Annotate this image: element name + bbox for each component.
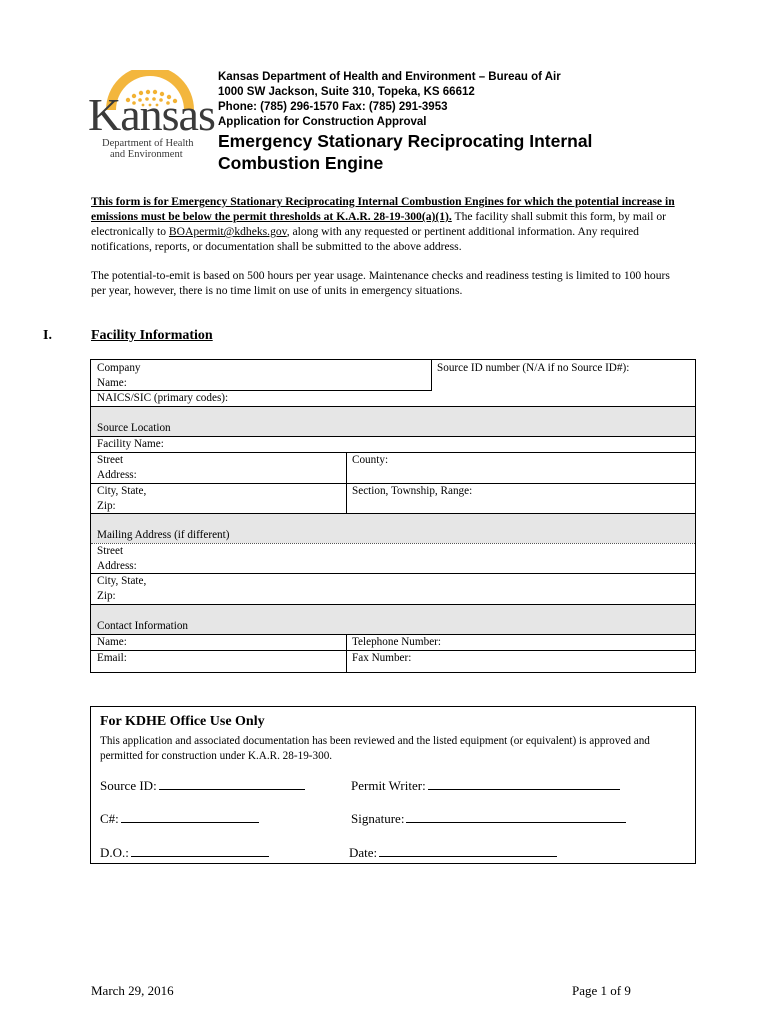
do-field[interactable] <box>100 844 269 861</box>
mailing-city-state-zip-field[interactable]: City, State, Zip: <box>97 575 147 602</box>
footer-page-number: Page 1 of 9 <box>572 983 631 998</box>
contact-info-heading: Contact Information <box>97 620 189 632</box>
office-use-box <box>90 706 696 864</box>
street-address-field[interactable]: Street Address: <box>97 454 137 481</box>
office-source-id-label: Source ID: <box>100 778 157 793</box>
telephone-field[interactable]: Telephone Number: <box>352 636 441 648</box>
intro-paragraph-2: The potential-to-emit is based on 500 hours per year usage. Maintenance checks and readiness testing is limited to 100 hours per year, however, there is no time limit on use of units in emergency situations. <box>91 269 670 297</box>
form-title-line1: Emergency Stationary Reciprocating Internal <box>218 131 593 151</box>
signature-label: Signature: <box>351 811 405 826</box>
logo-wordmark: Kansas <box>88 89 215 140</box>
company-name-field[interactable]: Company Name: <box>97 362 141 389</box>
source-location-band <box>91 406 695 436</box>
email-field[interactable]: Email: <box>97 652 127 664</box>
logo-subtitle-line2: and Environment <box>110 149 183 160</box>
office-use-text: This application and associated documentation has been reviewed and the listed equipment (or equivalent) is approved and permitted for construction under K.A.R. 28-19-300. <box>100 735 650 762</box>
logo-subtitle-line1: Department of Health <box>102 138 194 149</box>
agency-name: Kansas Department of Health and Environment – Bureau of Air <box>218 71 561 83</box>
source-location-heading: Source Location <box>97 422 171 434</box>
section-title: Facility Information <box>91 328 213 343</box>
agency-phone: Phone: (785) 296-1570 Fax: (785) 291-3953 <box>218 101 448 113</box>
signature-field[interactable] <box>351 810 626 827</box>
intro-end-text: , along with any requested or pertinent additional information. Any required notifications, reports, or documentation shall be submitted to the above address. <box>91 225 639 253</box>
facility-name-field[interactable]: Facility Name: <box>97 438 164 450</box>
office-source-id-field[interactable] <box>100 777 305 794</box>
fax-field[interactable]: Fax Number: <box>352 652 412 664</box>
office-use-title: For KDHE Office Use Only <box>100 714 265 729</box>
source-id-field[interactable]: Source ID number (N/A if no Source ID#): <box>437 362 630 374</box>
form-title-line2: Combustion Engine <box>218 153 384 173</box>
c-number-field[interactable] <box>100 810 259 827</box>
c-number-label: C#: <box>100 811 119 826</box>
county-field[interactable]: County: <box>352 454 389 466</box>
kdhe-logo <box>88 70 215 162</box>
permit-writer-label: Permit Writer: <box>351 778 426 793</box>
mailing-street-address-field[interactable]: Street Address: <box>97 545 137 572</box>
submission-email-link[interactable]: BOApermit@kdheks.gov <box>168 225 287 238</box>
section-number: I. <box>43 328 52 343</box>
section-township-range-field[interactable]: Section, Township, Range: <box>352 485 473 497</box>
mailing-address-heading: Mailing Address (if different) <box>97 529 230 541</box>
application-type: Application for Construction Approval <box>218 116 427 128</box>
intro-paragraph-1 <box>91 194 681 254</box>
naics-sic-field[interactable]: NAICS/SIC (primary codes): <box>97 392 229 404</box>
city-state-zip-field[interactable]: City, State, Zip: <box>97 485 147 512</box>
facility-information-form <box>90 359 696 673</box>
contact-name-field[interactable]: Name: <box>97 636 127 648</box>
agency-address: 1000 SW Jackson, Suite 310, Topeka, KS 66612 <box>218 86 475 98</box>
do-label: D.O.: <box>100 845 129 860</box>
date-label: Date: <box>349 845 378 860</box>
intro-bold-text: This form is for Emergency Stationary Reciprocating Internal Combustion Engines for which the potential increase in emissions must be below the permit thresholds at K.A.R. 28-19-300(a)(1). <box>91 195 675 223</box>
intro-mid-text: The facility shall submit this form, by mail or electronically to <box>91 210 667 238</box>
date-field[interactable] <box>349 844 557 861</box>
permit-writer-field[interactable] <box>351 777 620 794</box>
footer-date: March 29, 2016 <box>91 983 174 998</box>
